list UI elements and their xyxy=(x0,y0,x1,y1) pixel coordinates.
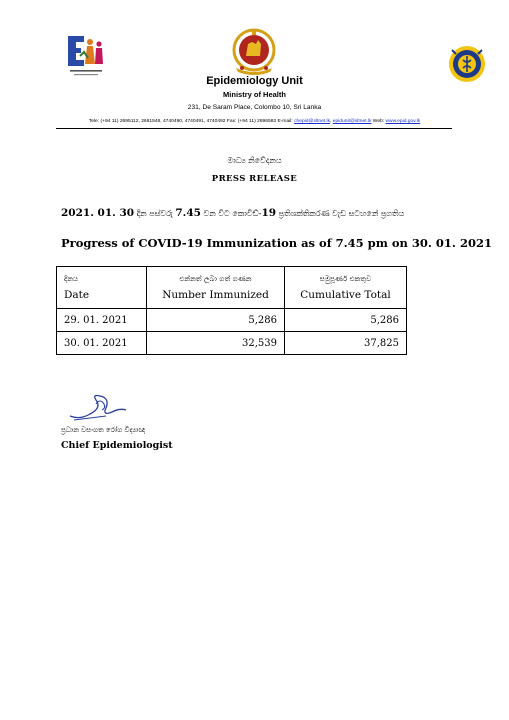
press-release-heading-sinhala: මාධ්‍ය නිවේදනය xyxy=(227,156,282,165)
ministry-name: Ministry of Health xyxy=(223,90,286,99)
title-sinhala-time: 7.45 xyxy=(175,207,201,219)
header-cumulative-total xyxy=(285,267,407,309)
email-link-chepid[interactable]: chepid@sltnet.lk xyxy=(294,119,331,124)
title-sinhala-text-3: ප්‍රතිශක්තිකරණ වැඩ සටහනේ ප්‍රගතිය xyxy=(276,209,405,218)
press-release-heading: PRESS RELEASE xyxy=(211,174,298,184)
email-link-epidunit[interactable]: epidunit@sltnet.lk xyxy=(332,119,372,124)
row-date: 30. 01. 2021 xyxy=(57,332,147,355)
table-row xyxy=(57,309,407,332)
header-date-english: Date xyxy=(64,289,90,301)
signature-icon xyxy=(66,390,130,424)
row-date: 29. 01. 2021 xyxy=(57,309,147,332)
web-label: Web: xyxy=(371,119,386,124)
contact-phone-fax: Tele: (+94 11) 2695112, 2681548, 4740490, 4740491, 4740492 Fax: (+94 11) 2696583 E-mail: xyxy=(88,119,295,124)
table-header-row xyxy=(57,267,407,309)
row-cumulative-total: 37,825 xyxy=(285,332,407,355)
signatory-title-sinhala: ප්‍රධාන වසංගත රෝග විද්‍යාඥ xyxy=(61,426,146,434)
title-sinhala-text-2: වන විට කොවිඩ්- xyxy=(200,209,262,218)
address: 231, De Saram Place, Colombo 10, Sri Lanka xyxy=(187,104,322,111)
sri-lanka-emblem-icon xyxy=(228,28,280,76)
epidemiology-unit-logo-icon xyxy=(66,34,106,78)
signatory-title: Chief Epidemiologist xyxy=(61,440,173,451)
header-number-english: Number Immunized xyxy=(162,289,269,301)
title-sinhala-number: 19 xyxy=(261,207,277,219)
table-row xyxy=(57,332,407,355)
header-divider xyxy=(56,128,452,129)
row-cumulative-total: 5,286 xyxy=(285,309,407,332)
title-english: Progress of COVID-19 Immunization as of 7.45 pm on 30. 01. 2021 xyxy=(61,236,492,250)
title-sinhala-text-1: දින පස්වරු xyxy=(134,209,176,218)
title-sinhala-date: 2021. 01. 30 xyxy=(61,207,135,219)
email-separator: , xyxy=(330,119,333,124)
header-number-sinhala: එන්නත් ලබා ගත් ගණන xyxy=(179,274,252,283)
header-date-sinhala: දිනය xyxy=(64,274,79,283)
header-cumulative-english: Cumulative Total xyxy=(300,289,391,301)
row-number-immunized: 5,286 xyxy=(147,309,285,332)
immunization-table xyxy=(56,266,407,355)
contact-line xyxy=(0,119,509,124)
header-date xyxy=(57,267,147,309)
unit-title: Epidemiology Unit xyxy=(206,75,303,87)
website-link[interactable]: www.epid.gov.lk xyxy=(385,119,421,124)
header-number-immunized xyxy=(147,267,285,309)
title-sinhala xyxy=(61,206,461,221)
row-number-immunized: 32,539 xyxy=(147,332,285,355)
header-cumulative-sinhala: සමුපූර්ණ එකතුව xyxy=(319,274,372,283)
